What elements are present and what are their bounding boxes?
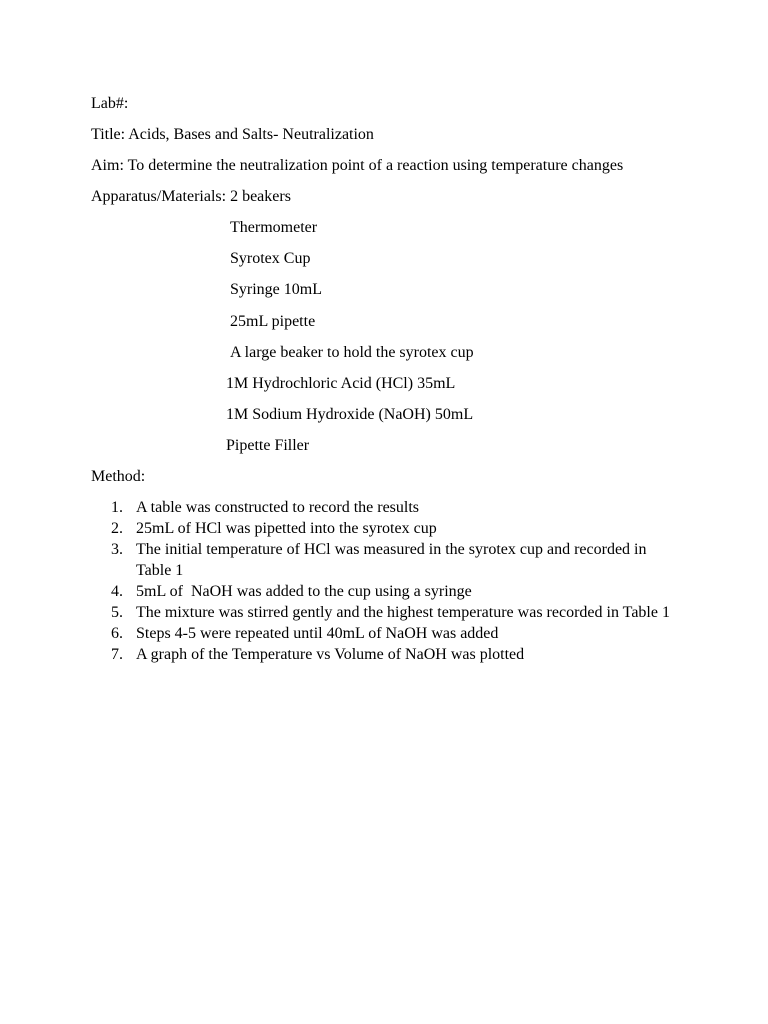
material-item: Thermometer (230, 219, 318, 236)
step-text: Steps 4-5 were repeated until 40mL of NaOH was added (136, 625, 499, 642)
method-step (91, 518, 681, 539)
method-step (91, 644, 681, 665)
material-item: 25mL pipette (230, 313, 316, 330)
step-number: 1. (111, 499, 123, 516)
material-item: Pipette Filler (226, 437, 310, 454)
apparatus-heading: Apparatus/Materials: 2 beakers (91, 188, 291, 205)
material-item: Syringe 10mL (230, 281, 322, 298)
material-item: Syrotex Cup (230, 250, 311, 267)
step-text: The mixture was stirred gently and the highest temperature was recorded in Table 1 (136, 604, 670, 621)
step-text: A graph of the Temperature vs Volume of NaOH was plotted (136, 646, 525, 663)
method-step (91, 539, 681, 581)
method-step (91, 623, 681, 644)
step-number: 4. (111, 583, 123, 600)
material-item: A large beaker to hold the syrotex cup (230, 344, 474, 361)
method-steps-list (91, 497, 681, 665)
step-number: 5. (111, 604, 123, 621)
step-number: 6. (111, 625, 123, 642)
step-text: 5mL of NaOH was added to the cup using a syringe (136, 583, 472, 600)
method-step (91, 602, 681, 623)
material-item: 1M Hydrochloric Acid (HCl) 35mL (226, 375, 456, 392)
material-item: 1M Sodium Hydroxide (NaOH) 50mL (226, 406, 474, 423)
step-text: 25mL of HCl was pipetted into the syrotex cup (136, 520, 437, 537)
lab-aim: Aim: To determine the neutralization point of a reaction using temperature changes (91, 157, 624, 174)
method-heading: Method: (91, 468, 146, 485)
lab-title: Title: Acids, Bases and Salts- Neutralization (91, 126, 374, 143)
step-number: 7. (111, 646, 123, 663)
step-number: 3. (111, 541, 123, 558)
method-step (91, 497, 681, 518)
step-text: The initial temperature of HCl was measured in the syrotex cup and recorded in Table 1 (136, 541, 647, 579)
step-text: A table was constructed to record the results (136, 499, 420, 516)
method-step (91, 581, 681, 602)
lab-number-line: Lab#: (91, 95, 129, 112)
step-number: 2. (111, 520, 123, 537)
